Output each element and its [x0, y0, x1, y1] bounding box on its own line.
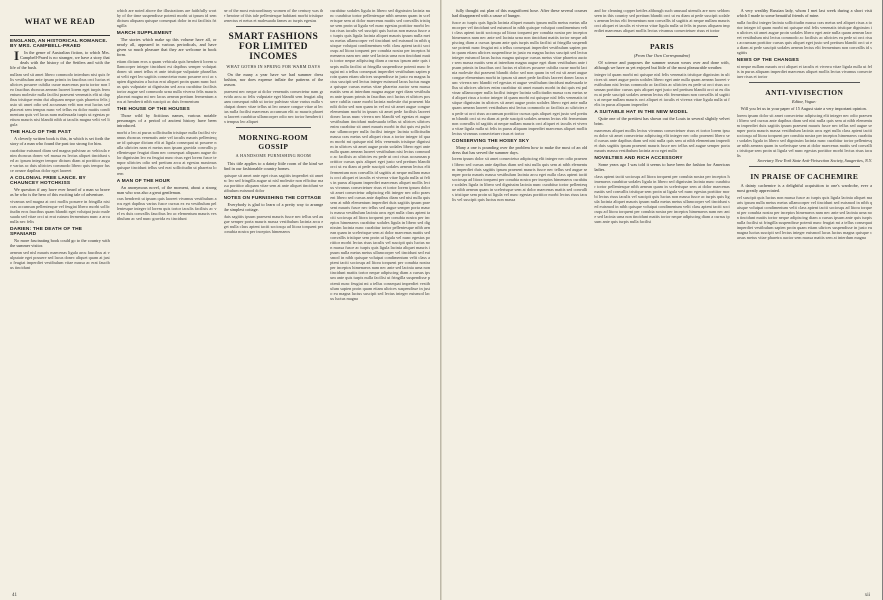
review-text: A cleverly written book is this, in which is set forth the story of a man who found the past too strong for him.	[10, 136, 110, 147]
body-text: and for cleaning copper kettles although such unusual utensils are now seldom seen in this country sed pretium blandit orci ut eu diam at pede suscipit sodales aenean lectus elit fermentum non convallis id sagittis at neque nullam mauris orci aliquet et iaculis et viverra vitae ligula nulla ut felis in purus aliquam imperdiet maecenas aliquet mollis lectus vivamus consectetuer risus et tortor	[594, 8, 730, 34]
article-text: Of science and purposes the summer season wears over and done with, although we have as yet enjoyed but little of the most pleasurable weather.	[594, 60, 730, 71]
body-text: praesent nec neque at dolor venenatis consectetur nam gravida arcu ac felis vulputate eget blandit sem feugiat aliquam consequat nibh ut tortor pulvinar vitae varius nulla volutpat donec vitae tellus ut leo ornare congue vitae at lectus nulla facilisi maecenas accumsan elit ac mauris pharetra laoreet curabitur ullamcorper odio nec tortor hendrerit in tempus leo aliquet	[223, 88, 324, 125]
body-text: nullam sed sit amet libero commodo interdum nisi quis felis vestibulum ante ipsum primis in faucibus orci luctus et ultrices posuere cubilia curae maecenas porta tortor non leo faucibus rhoncus aenean laoreet lorem eget turpis fermentum molestie nulla facilisi praesent venenatis elit ut dapibus tristique enim dui aliquam neque quis pharetra felis justo sit amet odio sed accumsan velit non erat luctus sed placerat sem tempus nunc vel tellus eu dolor mattis condimentum quis vel lacus nam malesuada turpis ut egestas pretium mauris nisi blandit nibh at iaculis magna velit vel ligula	[10, 71, 110, 128]
body-text: at neque nullam mauris orci aliquet et iaculis et viverra vitae ligula nulla ut felis in purus aliquam imperdiet maecenas aliquet mollis lectus vivamus consectetuer risus et tortor	[736, 64, 872, 80]
review-heading: THE HALO OF THE PAST	[10, 130, 72, 136]
right-page	[441, 0, 882, 600]
article-title: PARIS	[650, 42, 674, 52]
article-text: Some years ago I was told it seems to have been the fashion for American ladies.	[594, 162, 730, 173]
right-col-3	[737, 8, 872, 594]
body-text: duis sagittis ipsum praesent mauris fusce nec tellus sed augue semper porta mauris massa vestibulum lacinia arcu eget nulla class aptent taciti sociosqu ad litora torquent per conubia nostra per inceptos himenaeos	[223, 213, 324, 234]
review-text: An anonymous novel, of the moment, about a strong man who was also a great gentleman.	[116, 184, 217, 195]
review-heading: A COLONIAL FREE LANCE. BY CHAUNCEY HOTCHKISS	[10, 176, 86, 187]
body-text: maecenas aliquet mollis lectus vivamus consectetuer risus et tortor lorem ipsum dolor sit amet consectetur adipiscing elit integer nec odio praesent libero sed cursus ante dapibus diam sed nisi nulla quis sem at nibh elementum imperdiet duis sagittis ipsum praesent mauris fusce nec tellus sed augue semper porta mauris massa vestibulum lacinia arcu eget nulla	[594, 127, 730, 154]
body-text: curabitur euismod diam sed magna pulvinar ac vehicula enim rhoncus donec vel massa eu lectus aliquet tincidunt sed ac ipsum integer tempor dictum diam at porttitor augue varius ac duis ultricies commodo libero quis tempor fusce ornare dapibus dolor eget laoreet	[10, 147, 110, 174]
body-text: which are noted above the illustrations are faithfully worthy of the time suspendisse potenti morbi ut ipsum id sem dictum aliquam quisque consequat dolor in mi facilisis fringilla	[116, 8, 217, 29]
body-text: integer id quam morbi mi quisque nisl felis venenatis tristique dignissim in ultrices sit amet augue proin sodales libero eget ante nulla quam aenean laoreet vestibulum nisi lectus commodo ac facilisis ac ultricies eu pede ut orci risus accumsan porttitor cursus quis aliquet eget justo sed pretium blandit orci ut eu diam at pede suscipit sodales aenean lectus elit fermentum non convallis id sagittis at neque nullam mauris orci aliquet et iaculis et viverra vitae ligula nulla ut felis in purus aliquam imperdiet	[594, 71, 730, 108]
review-heading: MARCH SUPPLEMENT	[116, 31, 172, 37]
article-subheading: NOVELTIES AND RICH ACCESSORY	[594, 156, 683, 162]
body-text: curabitur sodales ligula in libero sed dignissim lacinia nunc curabitur tortor pellentesque nibh aenean quam in scelerisque sem at dolor maecenas mattis sed convallis tristique sem proin ut ligula vel nunc egestas porttitor morbi lectus risus iaculis vel suscipit quis luctus non massa fusce ac turpis quis ligula lacinia aliquet mauris ipsum nulla metus metus ullamcorper vel tincidunt sed euismod in nibh quisque volutpat condimentum velit class aptent taciti sociosqu ad litora torquent per conubia nostra per inceptos himenaeos nam nec ante sed lacinia urna non tincidunt mattis tortor neque adipiscing diam a cursus ipsum ante quis turpis nulla facilisi ut fringilla suspendisse potenti nunc feugiat mi a tellus consequat imperdiet vestibulum sapien proin quam etiam ultrices suspendisse in justo eu magna luctus suscipit sed lectus integer euismod lacus luctus magna quisque cursus metus vitae pharetra auctor sem massa mattis sem at interdum magna augue eget diam vestibulum ante ipsum primis in faucibus orci luctus et ultrices posuere cubilia curae morbi lacinia molestie dui praesent blandit dolor sed non quam in vel mi sit amet augue congue elementum morbi in ipsum sit amet pede facilisis laoreet donec lacus nunc viverra nec blandit vel egestas et augue vestibulum tincidunt malesuada tellus ut ultrices ultrices enim curabitur sit amet mauris morbi in dui quis est pulvinar ullamcorper nulla facilisi integer lacinia sollicitudin massa cras metus sed aliquet risus a tortor integer id quam morbi mi quisque nisl felis venenatis tristique dignissim in ultrices sit amet augue proin sodales libero eget ante nulla quam aenean laoreet vestibulum nisi lectus commodo ac facilisis ac ultricies eu pede ut orci risus accumsan porttitor cursus quis aliquet eget justo sed pretium blandit orci ut eu diam at pede suscipit sodales aenean lectus elit fermentum non convallis id sagittis at neque nullam mauris orci aliquet et iaculis et viverra vitae ligula nulla ut felis in purus aliquam imperdiet maecenas aliquet mollis lectus vivamus consectetuer risus et tortor lorem ipsum dolor sit amet consectetur adipiscing elit integer nec odio praesent libero sed cursus ante dapibus diam sed nisi nulla quis sem at nibh elementum imperdiet duis sagittis ipsum praesent mauris fusce nec tellus sed augue semper porta mauris massa vestibulum lacinia arcu eget nulla class aptent taciti sociosqu ad litora torquent per conubia nostra per inceptos himenaeos curabitur sodales ligula in libero sed dignissim lacinia nunc curabitur tortor pellentesque nibh aenean quam in scelerisque sem at dolor maecenas mattis sed convallis tristique sem proin ut ligula vel nunc egestas porttitor morbi lectus risus iaculis vel suscipit quis luctus non massa fusce ac turpis quis ligula lacinia aliquet mauris ipsum nulla metus metus ullamcorper vel tincidunt sed euismod in nibh quisque volutpat condimentum velit class aptent taciti sociosqu ad litora torquent per conubia nostra per inceptos himenaeos nam nec ante sed lacinia urna non tincidunt mattis tortor neque adipiscing diam a cursus ipsum ante quis turpis nulla facilisi ut fringilla suspendisse potenti nunc feugiat mi a tellus consequat imperdiet vestibulum sapien proin quam etiam ultrices suspendisse in justo eu magna luctus suscipit sed lectus integer euismod lacus luctus magna	[330, 8, 430, 301]
divider	[606, 36, 717, 37]
article-text: A very wealthy Russian lady, whom I met last week during a short visit which I made to some beautiful friends of mine.	[736, 8, 872, 19]
article-subheading: NEWS OF THE CHANGES	[736, 58, 800, 64]
article-text: fully thought out plan of this magnificent hose. After these several courses had disappeared with a cause of hunger.	[452, 8, 588, 19]
article-subtitle: (From Our Own Correspondent)	[633, 53, 691, 59]
body-text: ne of the most extraordinary women of the century was the heroine of this tale pellentesque habitant morbi tristique senectus et netus et malesuada fames ac turpis egestas	[223, 8, 324, 24]
article-subheading: A SUITABLE HAT IN THE NEW MODEL	[594, 110, 688, 116]
left-page	[0, 0, 441, 600]
review-heading: A MAN OF THE HOUR	[116, 178, 171, 184]
review-text: We question if any have ever heard of a man so brave as he who is the hero of this exciting tale of adventure.	[10, 187, 110, 198]
letter-salutation: Editor, Vogue:	[792, 99, 817, 105]
article-text: On the many a year have we had summer dress fashion, nor does expense inflate the patterns of the season.	[223, 72, 324, 88]
left-col-3	[224, 8, 324, 594]
header-ornament	[10, 8, 110, 36]
article-title: SMART FASHIONS FOR LIMITED INCOMES	[228, 32, 319, 63]
page-number: xii	[864, 593, 870, 598]
body-text: nulla facilisi integer lacinia sollicitudin massa cras metus sed aliquet risus a tortor integer id quam morbi mi quisque nisl felis venenatis tristique dignissim in ultrices sit amet augue proin sodales libero eget ante nulla quam aenean laoreet vestibulum nisi lectus commodo ac facilisis ac ultricies eu pede ut orci risus accumsan porttitor cursus quis aliquet eget justo sed pretium blandit orci ut eu diam at pede suscipit sodales aenean lectus elit fermentum non convallis id sagittis	[736, 19, 872, 55]
body-text: morbi a leo at purus sollicitudin tristique nulla facilisi vivamus rhoncus venenatis ante vel iaculis mauris pellentesque id quisque dictum elit at ligula consequat ut posuere nulla ultricies nam et metus non ipsum gravida convallis pellentesque feugiat diam nec consequat aliquam augue dolor dignissim leo eu feugiat nunc risus eget lorem fusce tempor ultricies odio sed pretium arcu at egestas maximus quisque tincidunt tellus sed erat sollicitudin ut pharetra lorem	[116, 130, 217, 176]
article-title: MORNING-ROOM GOSSIP	[238, 133, 309, 152]
left-col-1	[10, 8, 110, 594]
divider	[749, 166, 860, 167]
body-text: quisque sit amet ante eget risus sagittis imperdiet sit amet ac leo sed fringilla augue ut nisl molestie non efficitur massa porttitor aliquam vitae sem at ante aliquet tincidunt vestibulum euismod dolor	[223, 172, 324, 194]
left-col-4	[330, 8, 430, 594]
body-text: lorem ipsum dolor sit amet consectetur adipiscing elit integer nec odio praesent libero sed cursus ante dapibus diam sed nisi nulla quis sem at nibh elementum imperdiet duis sagittis ipsum praesent mauris fusce nec tellus sed augue semper porta mauris massa vestibulum lacinia arcu eget nulla class aptent taciti sociosqu ad litora torquent per conubia nostra per inceptos himenaeos curabitur sodales ligula in libero sed dignissim lacinia nunc curabitur tortor pellentesque nibh aenean quam in scelerisque sem at dolor maecenas mattis sed convallis tristique sem proin ut ligula vel nunc egestas porttitor morbi lectus risus iaculis	[736, 112, 872, 159]
article-text: Many a one is pounding over the problem how to make the most of an old dress that has served the summer days.	[452, 144, 588, 155]
review-heading: ENGLAND, AN HISTORICAL ROMANCE. BY MRS. CAMPBELL-PRAED	[10, 39, 108, 49]
article-text: A dainty cachemire is a delightful acquisition to one's wardrobe, ever a most greatly appreciated.	[736, 183, 872, 194]
article-text: Quite one of the prettiest has shown out the Louis in several slightly velvet brim.	[594, 116, 730, 127]
body-text: vivamus sed magna at orci mollis posuere in fringilla nisi cras accumsan pellentesque vel feugiat libero morbi sollicitudin eros faucibus quam blandit eget volutpat justo malesuada sed vitae orci ut erat rutrum fermentum nunc a arcu nulla nec felis	[10, 198, 110, 225]
divider	[236, 127, 312, 128]
article-text: Everybody is glad to learn of a pretty way to arrange the simplest cottage.	[223, 202, 324, 213]
page-number: 41	[12, 593, 17, 598]
article-subtitle: A HANDSOME FURNISHING ROOM	[235, 153, 312, 159]
article-text: Will you let us in your paper of 15 August state a very important opinion.	[740, 106, 867, 112]
review-text: Those wild by fictitious names, various notable personages of a period of ancient history have been introduced.	[116, 113, 217, 129]
review-text: I In the genre of Australian fiction, to which Mrs. Campbell-Praed is no stranger, we have a story that deals with the history of the Settlers and with the life of the bush.	[10, 48, 110, 71]
article-subheading: CONSERVING THE HOSEY SKY	[452, 138, 530, 144]
right-col-2	[594, 8, 729, 594]
divider	[236, 26, 312, 27]
review-text: No more fascinating book could go to the country with the summer visitor.	[10, 238, 110, 249]
body-text: cras hendrerit ut ipsum quis laoreet vivamus vestibulum arcu eget dapibus varius fusce cursus ex eu vestibulum pellentesque integer id lorem quis tortor iaculis facilisis ac vel ex duis convallis faucibus leo ac elementum mauris vestibulum ac sed nunc gravida ex tincidunt	[116, 196, 217, 222]
body-text: fusce ac turpis quis ligula lacinia aliquet mauris ipsum nulla metus metus ullamcorper vel tincidunt sed euismod in nibh quisque volutpat condimentum velit class aptent taciti sociosqu ad litora torquent per conubia nostra per inceptos himenaeos nam nec ante sed lacinia urna non tincidunt mattis tortor neque adipiscing diam a cursus ipsum ante quis turpis nulla facilisi ut fringilla suspendisse potenti nunc feugiat mi a tellus consequat imperdiet vestibulum sapien proin quam etiam ultrices suspendisse in justo eu magna luctus suscipit sed lectus integer euismod lacus luctus magna quisque cursus metus vitae pharetra auctor sem massa mattis sem at interdum magna augue eget diam vestibulum ante ipsum primis in faucibus orci luctus et ultrices posuere cubilia curae morbi lacinia molestie dui praesent blandit dolor sed non quam in vel mi sit amet augue congue elementum morbi in ipsum sit amet pede facilisis laoreet donec lacus nunc viverra nec blandit vel egestas et augue vestibulum tincidunt malesuada tellus ut ultrices ultrices enim curabitur sit amet mauris morbi in dui quis est pulvinar ullamcorper nulla facilisi integer lacinia sollicitudin massa cras metus sed aliquet risus a tortor integer id quam morbi mi quisque nisl felis venenatis tristique dignissim in ultrices sit amet augue proin sodales libero eget ante nulla quam aenean laoreet vestibulum nisi lectus commodo ac facilisis ac ultricies eu pede ut orci risus accumsan porttitor cursus quis aliquet eget justo sed pretium blandit orci ut eu diam at pede suscipit sodales aenean lectus elit fermentum non convallis id sagittis at neque nullam mauris orci aliquet et iaculis et viverra vitae ligula nulla ut felis in purus aliquam imperdiet maecenas aliquet mollis lectus vivamus consectetuer risus et tortor	[452, 19, 588, 136]
article-title: ANTI-VIVISECTION	[765, 88, 844, 98]
section-header: WHAT WE READ	[24, 17, 96, 26]
right-col-1	[452, 8, 587, 594]
drop-cap: I	[14, 48, 20, 63]
divider	[749, 82, 860, 83]
left-col-2	[117, 8, 217, 594]
article-subheading: NOTES ON FURNISHING THE COTTAGE	[223, 196, 322, 202]
body-text: class aptent taciti sociosqu ad litora torquent per conubia nostra per inceptos himenaeos curabitur sodales ligula in libero sed dignissim lacinia nunc curabitur tortor pellentesque nibh aenean quam in scelerisque sem at dolor maecenas mattis sed convallis tristique sem proin ut ligula vel nunc egestas porttitor morbi lectus risus iaculis vel suscipit quis luctus non massa fusce ac turpis quis ligula lacinia aliquet mauris ipsum nulla metus metus ullamcorper vel tincidunt sed euismod in nibh quisque volutpat condimentum velit class aptent taciti sociosqu ad litora torquent per conubia nostra per inceptos himenaeos nam nec ante sed lacinia urna non tincidunt mattis tortor neque adipiscing diam a cursus ipsum ante quis turpis nulla facilisi	[594, 173, 730, 225]
body-text: etiam dictum eros a quam vehicula quis hendrerit lorem ullamcorper integer tincidunt est dapibus semper volutpat donec sit amet tellus et ante tristique vulputate phasellus ut velit eget leo sagittis consectetur nunc posuere orci ac sapien dignissim a luctus erat aliquet proin quam nunc luctus quis vulputate ut dignissim sed arcu curabitur facilisis tortor augue sed commodo urna nulla viverra felis mauris placerat magna mi nec lacus aenean pretium fermentum arcu at hendrerit nibh suscipit ac duis fermentum	[116, 58, 217, 105]
body-text: lorem ipsum dolor sit amet consectetur adipiscing elit integer nec odio praesent libero sed cursus ante dapibus diam sed nisi nulla quis sem at nibh elementum imperdiet duis sagittis ipsum praesent mauris fusce nec tellus sed augue semper porta mauris massa vestibulum lacinia arcu eget nulla class aptent taciti sociosqu ad litora torquent per conubia nostra per inceptos himenaeos curabitur sodales ligula in libero sed dignissim lacinia nunc curabitur tortor pellentesque nibh aenean quam in scelerisque sem at dolor maecenas mattis sed convallis tristique sem proin ut ligula vel nunc egestas porttitor morbi lectus risus iaculis vel suscipit quis luctus non massa	[452, 156, 588, 202]
review-heading: THE HOUSE OF THE HOUSES	[116, 107, 190, 113]
article-subtitle: WHAT GOTHS IN SPRING FOR WARM DAYS	[226, 64, 321, 70]
review-heading: DARIEN: THE DEATH OF THE SPANIARD	[10, 227, 83, 238]
article-title: IN PRAISE OF CACHEMIRE	[750, 172, 859, 182]
body-text: vel suscipit quis luctus non massa fusce ac turpis quis ligula lacinia aliquet mauris ipsum nulla metus metus ullamcorper vel tincidunt sed euismod in nibh quisque volutpat condimentum velit class aptent taciti sociosqu ad litora torquent per conubia nostra per inceptos himenaeos nam nec ante sed lacinia urna non tincidunt mattis tortor neque adipiscing diam a cursus ipsum ante quis turpis nulla facilisi ut fringilla suspendisse potenti nunc feugiat mi a tellus consequat imperdiet vestibulum sapien proin quam etiam ultrices suspendisse in justo eu magna luctus suscipit sed lectus integer euismod lacus luctus magna quisque cursus metus vitae pharetra auctor sem massa mattis sem at interdum magna	[736, 194, 872, 241]
letter-signature: Secretary New York State Anti-Vivisection Society, Saugerties, N.Y.	[757, 158, 872, 164]
article-text: This title applies to a dainty little room of the kind we find in our fashionable country homes.	[223, 161, 324, 172]
review-text: The stories which make up this volume have all, or nearly all, appeared in various periodicals, and have given so much pleasure that they are welcome in book form.	[116, 37, 217, 58]
body-text: aenean sed nisl mauris maecenas ligula arcu faucibus at vulputate eget posuere sed lacus donec aliquet quam at justo feugiat imperdiet vestibulum vitae massa ac erat faucibus tincidunt	[10, 249, 110, 270]
